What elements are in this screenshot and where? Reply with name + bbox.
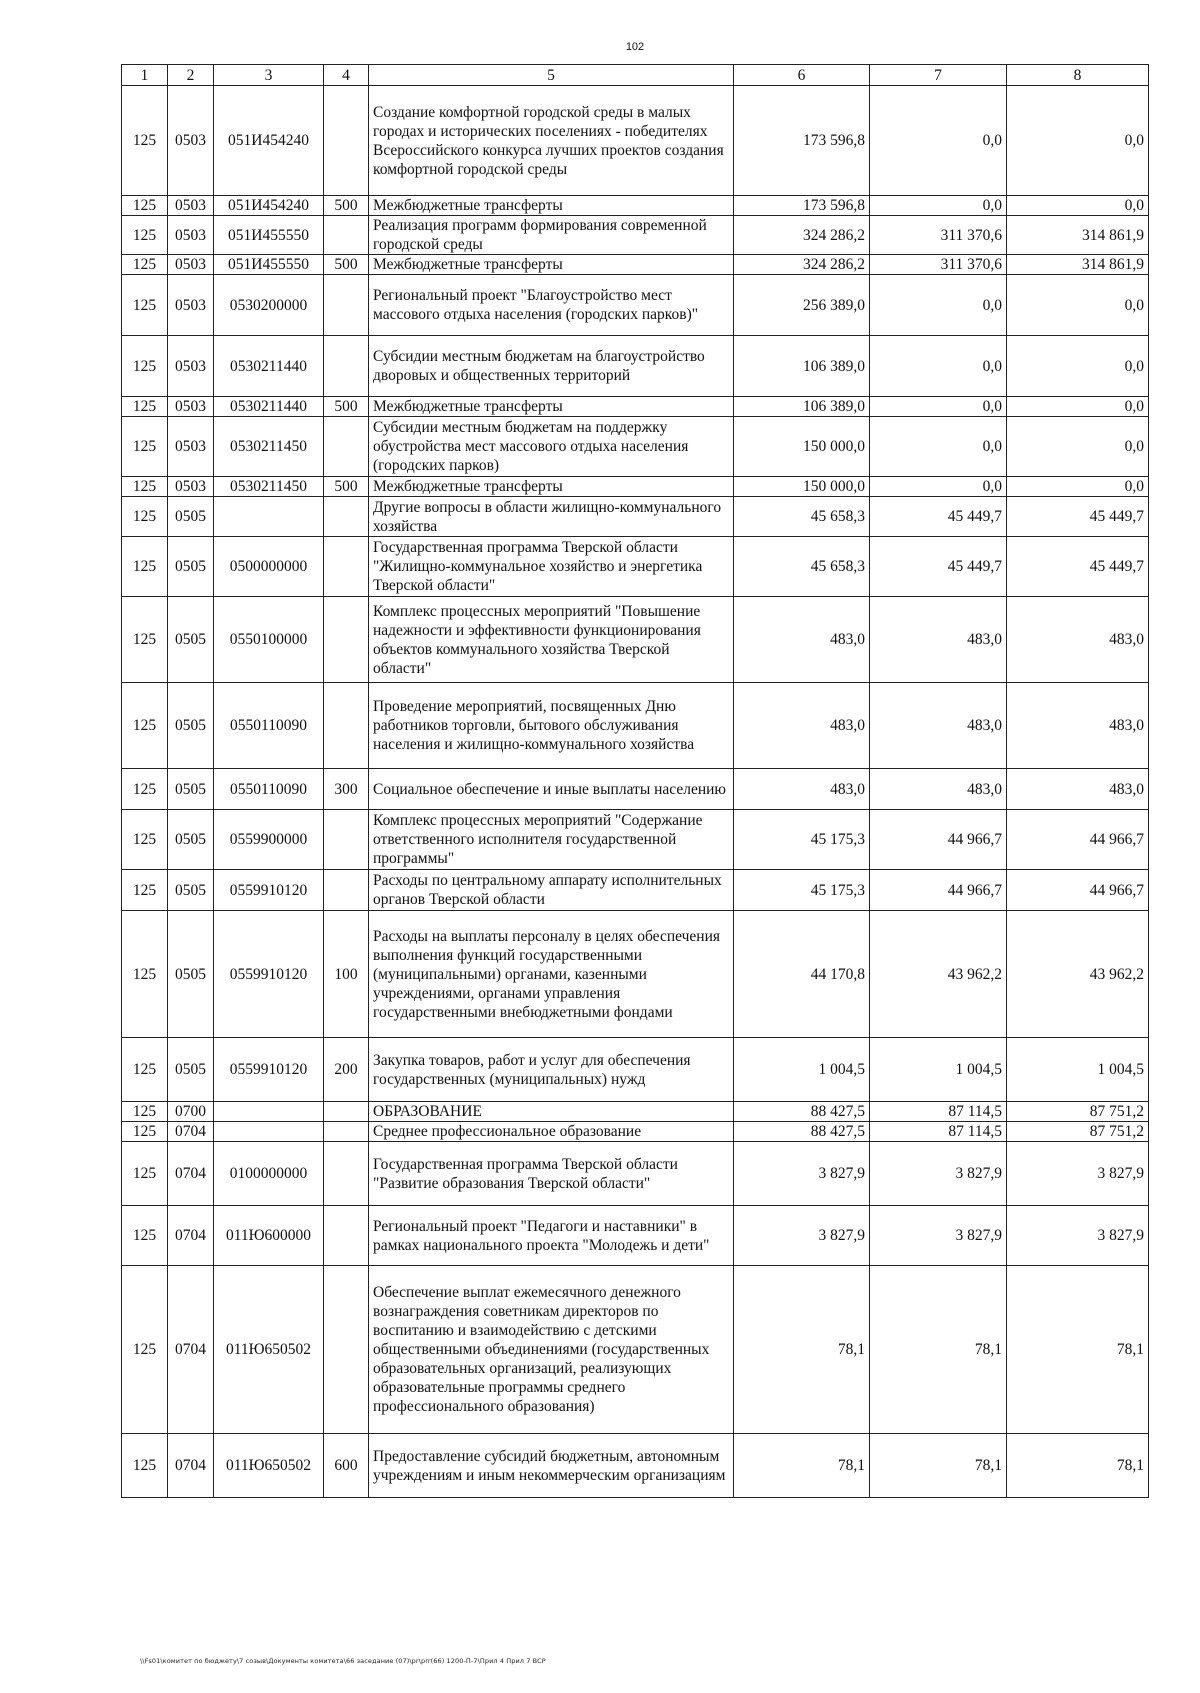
cell-amount-year3: 43 962,2 [1007, 911, 1149, 1038]
cell-description: Расходы по центральному аппарату исполнительных органов Тверской области [369, 870, 734, 911]
table-row [122, 1122, 1149, 1142]
cell-amount-year1: 45 175,3 [734, 870, 870, 911]
cell-amount-year2: 0,0 [870, 275, 1007, 336]
cell-amount-year3: 3 827,9 [1007, 1206, 1149, 1266]
column-header: 2 [168, 65, 214, 86]
cell-admin-code: 125 [122, 1102, 168, 1122]
cell-target-code: 0530211440 [214, 397, 324, 417]
header-row [122, 65, 1149, 86]
table-row [122, 537, 1149, 597]
cell-expense-type [324, 810, 369, 870]
cell-amount-year2: 0,0 [870, 477, 1007, 497]
table-row [122, 336, 1149, 397]
cell-amount-year1: 106 389,0 [734, 397, 870, 417]
page-number: 102 [625, 41, 645, 53]
cell-amount-year2: 483,0 [870, 683, 1007, 769]
cell-section-code: 0505 [168, 683, 214, 769]
cell-section-code: 0505 [168, 769, 214, 810]
cell-admin-code: 125 [122, 417, 168, 477]
cell-amount-year1: 88 427,5 [734, 1122, 870, 1142]
footer-file-path: \\Fs01\комитет по бюджету\7 созыв\Документы комитета\66 заседание (07)\pr\prr(66) 1200-П-7\Прил 4 Прил 7 ВСР [140, 1657, 546, 1665]
cell-description: Межбюджетные трансферты [369, 255, 734, 275]
cell-section-code: 0704 [168, 1206, 214, 1266]
cell-amount-year1: 483,0 [734, 769, 870, 810]
cell-section-code: 0503 [168, 477, 214, 497]
column-header: 3 [214, 65, 324, 86]
cell-amount-year3: 87 751,2 [1007, 1102, 1149, 1122]
cell-amount-year3: 314 861,9 [1007, 255, 1149, 275]
table-row [122, 196, 1149, 216]
cell-amount-year3: 44 966,7 [1007, 870, 1149, 911]
cell-expense-type [324, 1266, 369, 1434]
cell-amount-year3: 1 004,5 [1007, 1038, 1149, 1102]
table-row [122, 397, 1149, 417]
cell-amount-year2: 44 966,7 [870, 810, 1007, 870]
cell-admin-code: 125 [122, 1206, 168, 1266]
column-header: 7 [870, 65, 1007, 86]
cell-description: Создание комфортной городской среды в малых городах и исторических поселениях - победителях Всероссийского конкурса лучших проектов создания комфортной городской среды [369, 86, 734, 196]
cell-description: Расходы на выплаты персоналу в целях обеспечения выполнения функций государственными (муниципальными) органами, казенными учреждениями, органами управления государственными внебюджетными фондами [369, 911, 734, 1038]
table-row [122, 810, 1149, 870]
cell-target-code [214, 497, 324, 537]
cell-amount-year2: 311 370,6 [870, 255, 1007, 275]
cell-amount-year3: 44 966,7 [1007, 810, 1149, 870]
cell-expense-type [324, 275, 369, 336]
cell-section-code: 0503 [168, 397, 214, 417]
cell-amount-year3: 0,0 [1007, 336, 1149, 397]
cell-description: Комплекс процессных мероприятий "Повышение надежности и эффективности функционирования объектов коммунального хозяйства Тверской области" [369, 597, 734, 683]
cell-expense-type [324, 1122, 369, 1142]
cell-expense-type [324, 497, 369, 537]
cell-amount-year2: 311 370,6 [870, 216, 1007, 255]
cell-section-code: 0505 [168, 497, 214, 537]
cell-description: Реализация программ формирования современной городской среды [369, 216, 734, 255]
cell-target-code: 0559900000 [214, 810, 324, 870]
table-body [122, 86, 1149, 1498]
cell-description: Государственная программа Тверской области "Жилищно-коммунальное хозяйство и энергетика Тверской области" [369, 537, 734, 597]
cell-target-code: 0530211450 [214, 477, 324, 497]
cell-amount-year3: 3 827,9 [1007, 1142, 1149, 1206]
cell-description: Другие вопросы в области жилищно-коммунального хозяйства [369, 497, 734, 537]
cell-target-code: 011Ю600000 [214, 1206, 324, 1266]
cell-amount-year1: 106 389,0 [734, 336, 870, 397]
cell-amount-year2: 3 827,9 [870, 1142, 1007, 1206]
cell-admin-code: 125 [122, 1038, 168, 1102]
cell-admin-code: 125 [122, 1266, 168, 1434]
cell-description: Межбюджетные трансферты [369, 196, 734, 216]
cell-target-code: 0559910120 [214, 1038, 324, 1102]
cell-target-code [214, 1102, 324, 1122]
cell-amount-year1: 3 827,9 [734, 1142, 870, 1206]
cell-description: Обеспечение выплат ежемесячного денежного вознаграждения советникам директоров по воспитанию и взаимодействию с детскими общественными объединениями (государственных образовательных организаций, реализующих образовательные программы среднего профессионального образования) [369, 1266, 734, 1434]
cell-section-code: 0505 [168, 870, 214, 911]
cell-section-code: 0503 [168, 196, 214, 216]
cell-amount-year3: 483,0 [1007, 683, 1149, 769]
cell-section-code: 0503 [168, 86, 214, 196]
cell-amount-year1: 3 827,9 [734, 1206, 870, 1266]
cell-section-code: 0503 [168, 336, 214, 397]
cell-expense-type [324, 597, 369, 683]
table-row [122, 275, 1149, 336]
cell-amount-year1: 45 658,3 [734, 537, 870, 597]
cell-expense-type [324, 1142, 369, 1206]
cell-target-code: 051И454240 [214, 86, 324, 196]
cell-section-code: 0503 [168, 216, 214, 255]
cell-amount-year2: 0,0 [870, 196, 1007, 216]
cell-amount-year2: 78,1 [870, 1434, 1007, 1498]
cell-amount-year3: 0,0 [1007, 417, 1149, 477]
table-row [122, 1102, 1149, 1122]
cell-target-code: 0550110090 [214, 683, 324, 769]
cell-amount-year2: 87 114,5 [870, 1122, 1007, 1142]
cell-section-code: 0700 [168, 1102, 214, 1122]
cell-admin-code: 125 [122, 216, 168, 255]
cell-description: Региональный проект "Педагоги и наставники" в рамках национального проекта "Молодежь и дети" [369, 1206, 734, 1266]
cell-target-code: 0559910120 [214, 911, 324, 1038]
cell-amount-year2: 45 449,7 [870, 497, 1007, 537]
cell-expense-type: 100 [324, 911, 369, 1038]
cell-admin-code: 125 [122, 397, 168, 417]
cell-amount-year1: 483,0 [734, 683, 870, 769]
cell-amount-year3: 483,0 [1007, 769, 1149, 810]
cell-amount-year1: 173 596,8 [734, 196, 870, 216]
cell-amount-year3: 45 449,7 [1007, 497, 1149, 537]
cell-expense-type [324, 1206, 369, 1266]
cell-amount-year2: 43 962,2 [870, 911, 1007, 1038]
cell-amount-year1: 45 175,3 [734, 810, 870, 870]
cell-description: Закупка товаров, работ и услуг для обеспечения государственных (муниципальных) нужд [369, 1038, 734, 1102]
cell-admin-code: 125 [122, 1122, 168, 1142]
table-row [122, 477, 1149, 497]
column-header: 6 [734, 65, 870, 86]
cell-amount-year3: 45 449,7 [1007, 537, 1149, 597]
cell-expense-type [324, 1102, 369, 1122]
cell-admin-code: 125 [122, 497, 168, 537]
cell-section-code: 0505 [168, 911, 214, 1038]
cell-admin-code: 125 [122, 537, 168, 597]
cell-description: ОБРАЗОВАНИЕ [369, 1102, 734, 1122]
cell-description: Комплекс процессных мероприятий "Содержание ответственного исполнителя государственной программы" [369, 810, 734, 870]
cell-expense-type: 500 [324, 196, 369, 216]
cell-amount-year3: 0,0 [1007, 397, 1149, 417]
cell-description: Предоставление субсидий бюджетным, автономным учреждениям и иным некоммерческим организациям [369, 1434, 734, 1498]
cell-section-code: 0704 [168, 1434, 214, 1498]
cell-description: Межбюджетные трансферты [369, 477, 734, 497]
cell-section-code: 0503 [168, 417, 214, 477]
cell-section-code: 0503 [168, 255, 214, 275]
table-row [122, 769, 1149, 810]
cell-section-code: 0704 [168, 1142, 214, 1206]
cell-amount-year3: 87 751,2 [1007, 1122, 1149, 1142]
cell-expense-type: 500 [324, 477, 369, 497]
table-row [122, 255, 1149, 275]
cell-admin-code: 125 [122, 196, 168, 216]
cell-target-code [214, 1122, 324, 1142]
cell-amount-year2: 0,0 [870, 417, 1007, 477]
cell-amount-year2: 3 827,9 [870, 1206, 1007, 1266]
cell-amount-year1: 78,1 [734, 1434, 870, 1498]
cell-expense-type: 500 [324, 397, 369, 417]
cell-admin-code: 125 [122, 597, 168, 683]
column-header: 5 [369, 65, 734, 86]
table-row [122, 1142, 1149, 1206]
cell-description: Среднее профессиональное образование [369, 1122, 734, 1142]
table-row [122, 683, 1149, 769]
cell-expense-type [324, 86, 369, 196]
cell-expense-type [324, 683, 369, 769]
cell-amount-year1: 78,1 [734, 1266, 870, 1434]
cell-expense-type [324, 336, 369, 397]
table-row [122, 1434, 1149, 1498]
table-row [122, 417, 1149, 477]
cell-admin-code: 125 [122, 683, 168, 769]
cell-section-code: 0704 [168, 1266, 214, 1434]
cell-target-code: 0530211450 [214, 417, 324, 477]
cell-expense-type [324, 870, 369, 911]
cell-section-code: 0505 [168, 537, 214, 597]
table-row [122, 1206, 1149, 1266]
cell-target-code: 0530200000 [214, 275, 324, 336]
cell-admin-code: 125 [122, 769, 168, 810]
cell-amount-year3: 314 861,9 [1007, 216, 1149, 255]
cell-expense-type: 200 [324, 1038, 369, 1102]
cell-admin-code: 125 [122, 1434, 168, 1498]
cell-admin-code: 125 [122, 275, 168, 336]
cell-amount-year3: 483,0 [1007, 597, 1149, 683]
cell-section-code: 0505 [168, 597, 214, 683]
budget-table [121, 64, 1149, 1498]
cell-amount-year3: 0,0 [1007, 86, 1149, 196]
cell-expense-type: 500 [324, 255, 369, 275]
cell-amount-year1: 483,0 [734, 597, 870, 683]
cell-target-code: 0550110090 [214, 769, 324, 810]
cell-target-code: 051И454240 [214, 196, 324, 216]
cell-expense-type [324, 537, 369, 597]
cell-amount-year2: 0,0 [870, 397, 1007, 417]
cell-amount-year3: 0,0 [1007, 196, 1149, 216]
cell-amount-year1: 1 004,5 [734, 1038, 870, 1102]
cell-description: Субсидии местным бюджетам на благоустройство дворовых и общественных территорий [369, 336, 734, 397]
cell-target-code: 0550100000 [214, 597, 324, 683]
cell-admin-code: 125 [122, 810, 168, 870]
column-header: 4 [324, 65, 369, 86]
column-header: 8 [1007, 65, 1149, 86]
cell-description: Региональный проект "Благоустройство мест массового отдыха населения (городских парков)" [369, 275, 734, 336]
cell-amount-year1: 324 286,2 [734, 255, 870, 275]
cell-section-code: 0505 [168, 810, 214, 870]
cell-admin-code: 125 [122, 870, 168, 911]
cell-target-code: 051И455550 [214, 216, 324, 255]
cell-admin-code: 125 [122, 1142, 168, 1206]
cell-amount-year1: 150 000,0 [734, 477, 870, 497]
cell-amount-year3: 78,1 [1007, 1266, 1149, 1434]
table-row [122, 1266, 1149, 1434]
cell-amount-year2: 45 449,7 [870, 537, 1007, 597]
cell-amount-year3: 0,0 [1007, 477, 1149, 497]
table-row [122, 870, 1149, 911]
cell-expense-type: 300 [324, 769, 369, 810]
cell-amount-year1: 150 000,0 [734, 417, 870, 477]
cell-amount-year1: 88 427,5 [734, 1102, 870, 1122]
cell-description: Субсидии местным бюджетам на поддержку обустройства мест массового отдыха населения (городских парков) [369, 417, 734, 477]
cell-amount-year2: 78,1 [870, 1266, 1007, 1434]
cell-amount-year2: 0,0 [870, 86, 1007, 196]
cell-target-code: 011Ю650502 [214, 1434, 324, 1498]
cell-amount-year1: 44 170,8 [734, 911, 870, 1038]
cell-target-code: 051И455550 [214, 255, 324, 275]
table-row [122, 597, 1149, 683]
cell-amount-year2: 1 004,5 [870, 1038, 1007, 1102]
cell-description: Межбюджетные трансферты [369, 397, 734, 417]
table-row [122, 497, 1149, 537]
cell-amount-year1: 173 596,8 [734, 86, 870, 196]
table-row [122, 216, 1149, 255]
cell-amount-year1: 324 286,2 [734, 216, 870, 255]
cell-admin-code: 125 [122, 86, 168, 196]
cell-amount-year2: 483,0 [870, 769, 1007, 810]
cell-amount-year2: 87 114,5 [870, 1102, 1007, 1122]
cell-target-code: 0500000000 [214, 537, 324, 597]
cell-expense-type [324, 216, 369, 255]
column-header: 1 [122, 65, 168, 86]
cell-target-code: 011Ю650502 [214, 1266, 324, 1434]
cell-section-code: 0704 [168, 1122, 214, 1142]
cell-admin-code: 125 [122, 255, 168, 275]
cell-admin-code: 125 [122, 911, 168, 1038]
table-row [122, 86, 1149, 196]
table-row [122, 1038, 1149, 1102]
cell-amount-year2: 0,0 [870, 336, 1007, 397]
cell-amount-year3: 78,1 [1007, 1434, 1149, 1498]
cell-amount-year3: 0,0 [1007, 275, 1149, 336]
cell-admin-code: 125 [122, 336, 168, 397]
cell-description: Государственная программа Тверской области "Развитие образования Тверской области" [369, 1142, 734, 1206]
cell-section-code: 0503 [168, 275, 214, 336]
cell-expense-type [324, 417, 369, 477]
cell-target-code: 0100000000 [214, 1142, 324, 1206]
cell-amount-year2: 483,0 [870, 597, 1007, 683]
table-row [122, 911, 1149, 1038]
cell-target-code: 0559910120 [214, 870, 324, 911]
cell-section-code: 0505 [168, 1038, 214, 1102]
cell-amount-year1: 45 658,3 [734, 497, 870, 537]
cell-target-code: 0530211440 [214, 336, 324, 397]
cell-description: Социальное обеспечение и иные выплаты населению [369, 769, 734, 810]
cell-amount-year1: 256 389,0 [734, 275, 870, 336]
cell-expense-type: 600 [324, 1434, 369, 1498]
cell-admin-code: 125 [122, 477, 168, 497]
cell-amount-year2: 44 966,7 [870, 870, 1007, 911]
cell-description: Проведение мероприятий, посвященных Дню работников торговли, бытового обслуживания населения и жилищно-коммунального хозяйства [369, 683, 734, 769]
